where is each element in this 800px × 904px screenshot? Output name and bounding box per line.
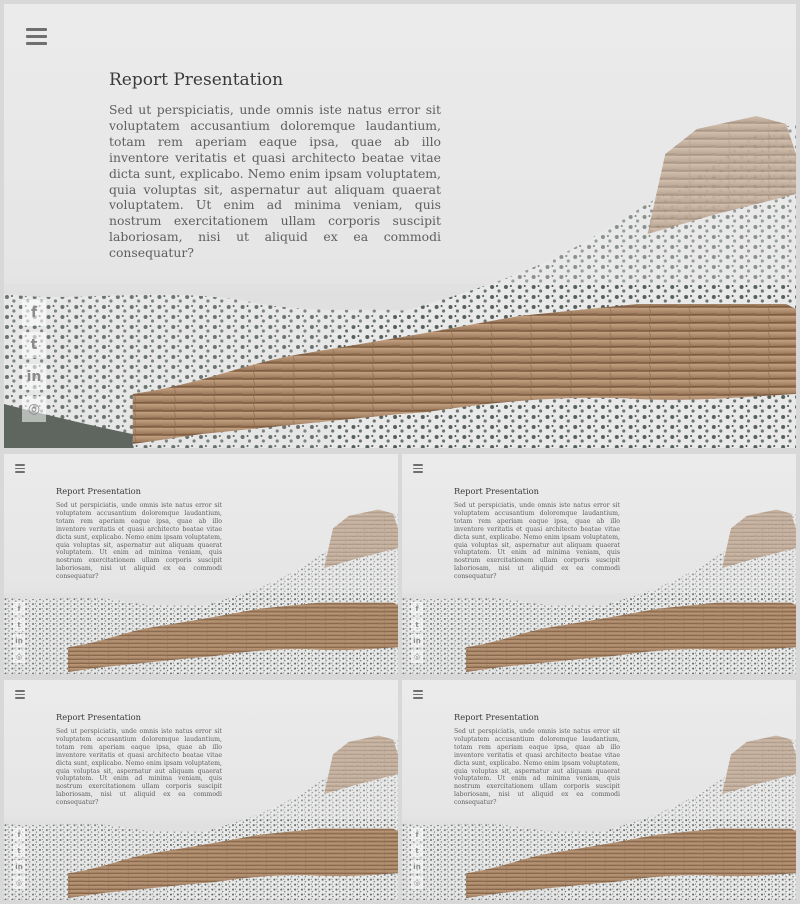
slide-title: Report Presentation: [454, 712, 539, 722]
slide-title: Report Presentation: [56, 712, 141, 722]
slide-body-text: Sed ut perspiciatis, unde omnis iste natus error sit voluptatem accusantium doloremque laudantium, totam rem aperiam eaque ipsa, quae ab illo inventore veritatis et quasi architecto beatae vitae dicta sunt, explicabo. Nemo enim ipsam voluptatem, quia voluptas sit, aspernatur aut aliquam quaerat voluptatem. Ut enim ad minima veniam, quis nostrum exercitationem ullam corporis suscipit laboriosam, nisi ut aliquid ex ea commodi consequatur?: [454, 502, 620, 581]
instagram-icon[interactable]: ◎: [22, 396, 46, 422]
hamburger-menu-icon[interactable]: [15, 464, 25, 475]
twitter-icon[interactable]: t: [22, 332, 46, 358]
hamburger-menu-icon[interactable]: [413, 464, 423, 475]
slide-title: Report Presentation: [109, 70, 284, 90]
slide-thumbnail-2[interactable]: [402, 454, 796, 674]
hamburger-menu-icon[interactable]: [413, 690, 423, 701]
slide-title: Report Presentation: [56, 486, 141, 496]
social-links: [22, 300, 46, 428]
social-links: [13, 828, 25, 892]
linkedin-icon[interactable]: in: [13, 860, 25, 873]
slide-body-text: Sed ut perspiciatis, unde omnis iste natus error sit voluptatem accusantium doloremque laudantium, totam rem aperiam eaque ipsa, quae ab illo inventore veritatis et quasi architecto beatae vitae dicta sunt, explicabo. Nemo enim ipsam voluptatem, quia voluptas sit, aspernatur aut aliquam quaerat voluptatem. Ut enim ad minima veniam, quis nostrum exercitationem ullam corporis suscipit laboriosam, nisi ut aliquid ex ea commodi consequatur?: [56, 728, 222, 807]
linkedin-icon[interactable]: in: [411, 860, 423, 873]
social-links: [13, 602, 25, 666]
linkedin-icon[interactable]: in: [13, 634, 25, 647]
main-slide: [4, 4, 796, 448]
slide-thumbnail-4[interactable]: [402, 680, 796, 900]
hamburger-menu-icon[interactable]: [26, 28, 47, 49]
twitter-icon[interactable]: t: [411, 844, 423, 857]
instagram-icon[interactable]: ◎: [13, 650, 25, 663]
slide-thumbnail-1[interactable]: [4, 454, 398, 674]
instagram-icon[interactable]: ◎: [411, 650, 423, 663]
instagram-icon[interactable]: ◎: [411, 876, 423, 889]
linkedin-icon[interactable]: in: [22, 364, 46, 390]
facebook-icon[interactable]: f: [411, 602, 423, 615]
linkedin-icon[interactable]: in: [411, 634, 423, 647]
social-links: [411, 828, 423, 892]
facebook-icon[interactable]: f: [13, 828, 25, 841]
slide-body-text: Sed ut perspiciatis, unde omnis iste natus error sit voluptatem accusantium doloremque laudantium, totam rem aperiam eaque ipsa, quae ab illo inventore veritatis et quasi architecto beatae vitae dicta sunt, explicabo. Nemo enim ipsam voluptatem, quia voluptas sit, aspernatur aut aliquam quaerat voluptatem. Ut enim ad minima veniam, quis nostrum exercitationem ullam corporis suscipit laboriosam, nisi ut aliquid ex ea commodi consequatur?: [56, 502, 222, 581]
facebook-icon[interactable]: f: [22, 300, 46, 326]
instagram-icon[interactable]: ◎: [13, 876, 25, 889]
slide-body-text: Sed ut perspiciatis, unde omnis iste natus error sit voluptatem accusantium doloremque laudantium, totam rem aperiam eaque ipsa, quae ab illo inventore veritatis et quasi architecto beatae vitae dicta sunt, explicabo. Nemo enim ipsam voluptatem, quia voluptas sit, aspernatur aut aliquam quaerat voluptatem. Ut enim ad minima veniam, quis nostrum exercitationem ullam corporis suscipit laboriosam, nisi ut aliquid ex ea commodi consequatur?: [454, 728, 620, 807]
twitter-icon[interactable]: t: [13, 844, 25, 857]
facebook-icon[interactable]: f: [411, 828, 423, 841]
slide-title: Report Presentation: [454, 486, 539, 496]
social-links: [411, 602, 423, 666]
twitter-icon[interactable]: t: [13, 618, 25, 631]
twitter-icon[interactable]: t: [411, 618, 423, 631]
slide-thumbnail-3[interactable]: [4, 680, 398, 900]
hamburger-menu-icon[interactable]: [15, 690, 25, 701]
slide-body-text: Sed ut perspiciatis, unde omnis iste natus error sit voluptatem accusantium doloremque laudantium, totam rem aperiam eaque ipsa, quae ab illo inventore veritatis et quasi architecto beatae vitae dicta sunt, explicabo. Nemo enim ipsam voluptatem, quia voluptas sit, aspernatur aut aliquam quaerat voluptatem. Ut enim ad minima veniam, quis nostrum exercitationem ullam corporis suscipit laboriosam, nisi ut aliquid ex ea commodi consequatur?: [109, 102, 441, 261]
facebook-icon[interactable]: f: [13, 602, 25, 615]
